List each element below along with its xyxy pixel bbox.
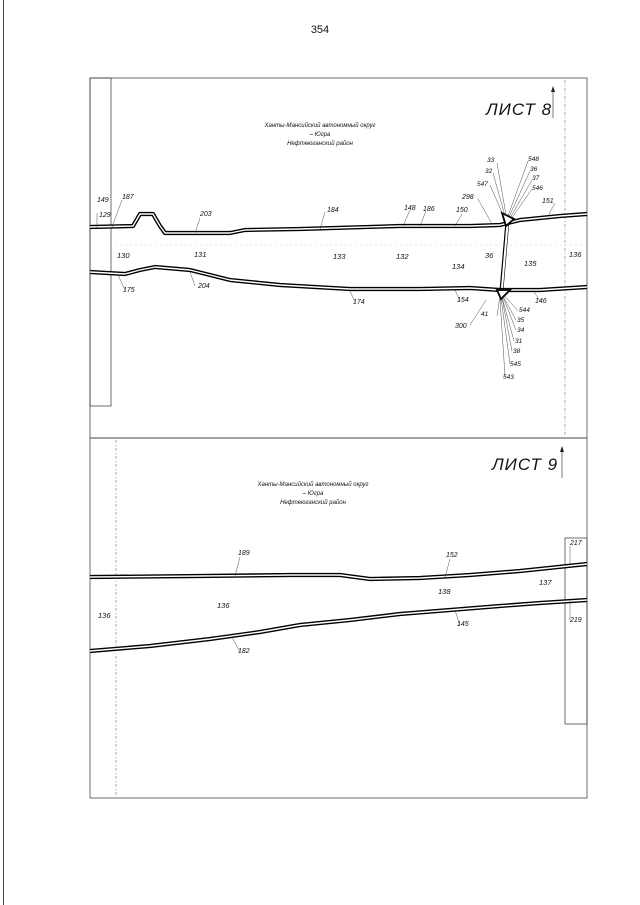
- road-label: 129: [99, 212, 111, 219]
- area-label: 138: [438, 587, 451, 596]
- road-label: 146: [535, 298, 547, 305]
- road-label: 182: [238, 648, 250, 655]
- road-label: 148: [404, 205, 416, 212]
- road-label: 219: [570, 617, 582, 624]
- point-label: 32: [485, 168, 493, 175]
- point-label: 35: [517, 317, 525, 324]
- point-label: 33: [487, 157, 495, 164]
- road-label: 203: [200, 211, 212, 218]
- sheet-9-frame: [90, 438, 587, 798]
- point-label: 544: [519, 307, 530, 314]
- road-label: 154: [457, 297, 469, 304]
- area-label: 136: [217, 601, 230, 610]
- sheet-8-lower-road: [90, 267, 587, 290]
- area-label: 136: [569, 250, 582, 259]
- point-label: 38: [513, 348, 521, 355]
- road-label: 204: [198, 283, 210, 290]
- page-number: 354: [310, 24, 330, 36]
- road-label: 152: [446, 552, 458, 559]
- point-label: 37: [532, 175, 540, 182]
- road-label: 150: [456, 207, 468, 214]
- point-label: 545: [510, 361, 521, 368]
- road-label: 151: [542, 198, 554, 205]
- sheet-8-region-line2: – Югра: [309, 132, 331, 138]
- road-label: 184: [327, 207, 339, 214]
- road-label: 300: [455, 323, 467, 330]
- sheet-9-region-line1: Ханты-Мансийский автономный округ: [257, 482, 369, 488]
- road-label: 217: [570, 540, 582, 547]
- sheet-9-road-labels: [238, 540, 583, 655]
- point-label: 34: [517, 327, 525, 334]
- sheet-9-region-line2: – Югра: [302, 491, 324, 497]
- sheet-8-title: ЛИСТ 8: [486, 100, 553, 119]
- sheet-8-region-line3: Нефтеюганский район: [287, 141, 353, 147]
- north-arrow-icon: [560, 446, 564, 478]
- road-label: 189: [238, 550, 250, 557]
- road-label: 145: [457, 621, 469, 628]
- sheet-9-region-line3: Нефтеюганский район: [280, 500, 346, 506]
- sheet-9-area-labels: [98, 578, 552, 620]
- sheet-9: [90, 438, 587, 798]
- road-label: 187: [122, 194, 134, 201]
- point-label: 546: [532, 185, 543, 192]
- point-label: 548: [528, 156, 539, 163]
- point-label: 41: [481, 311, 489, 318]
- road-label: 149: [97, 197, 109, 204]
- area-label: 137: [539, 578, 552, 587]
- area-label: 131: [194, 250, 207, 259]
- point-label: 31: [515, 338, 523, 345]
- point-label: 543: [503, 374, 514, 381]
- area-label: 134: [452, 262, 465, 271]
- point-label: 547: [477, 181, 488, 188]
- area-label: 132: [396, 252, 409, 261]
- sheet-9-lower-road: [90, 600, 587, 651]
- area-label: 135: [524, 259, 537, 268]
- sheet-8-region-line1: Ханты-Мансийский автономный округ: [264, 123, 376, 129]
- area-label: 130: [117, 251, 130, 260]
- sheet-8-left-margin: [90, 78, 111, 406]
- sheet-9-title: ЛИСТ 9: [492, 455, 559, 474]
- area-label: 36: [485, 251, 494, 260]
- sheet-8-road-labels: [97, 194, 554, 330]
- road-label: 186: [423, 206, 435, 213]
- sheet-9-upper-road: [90, 564, 587, 579]
- road-label: 174: [353, 299, 365, 306]
- sheet-8-point-labels: [477, 156, 543, 381]
- point-label: 36: [530, 166, 538, 173]
- road-label: 298: [462, 194, 474, 201]
- area-label: 136: [98, 611, 111, 620]
- road-label: 175: [123, 287, 135, 294]
- sheet-8: [90, 78, 587, 438]
- area-label: 133: [333, 252, 346, 261]
- sheet-9-leaders: [232, 546, 570, 652]
